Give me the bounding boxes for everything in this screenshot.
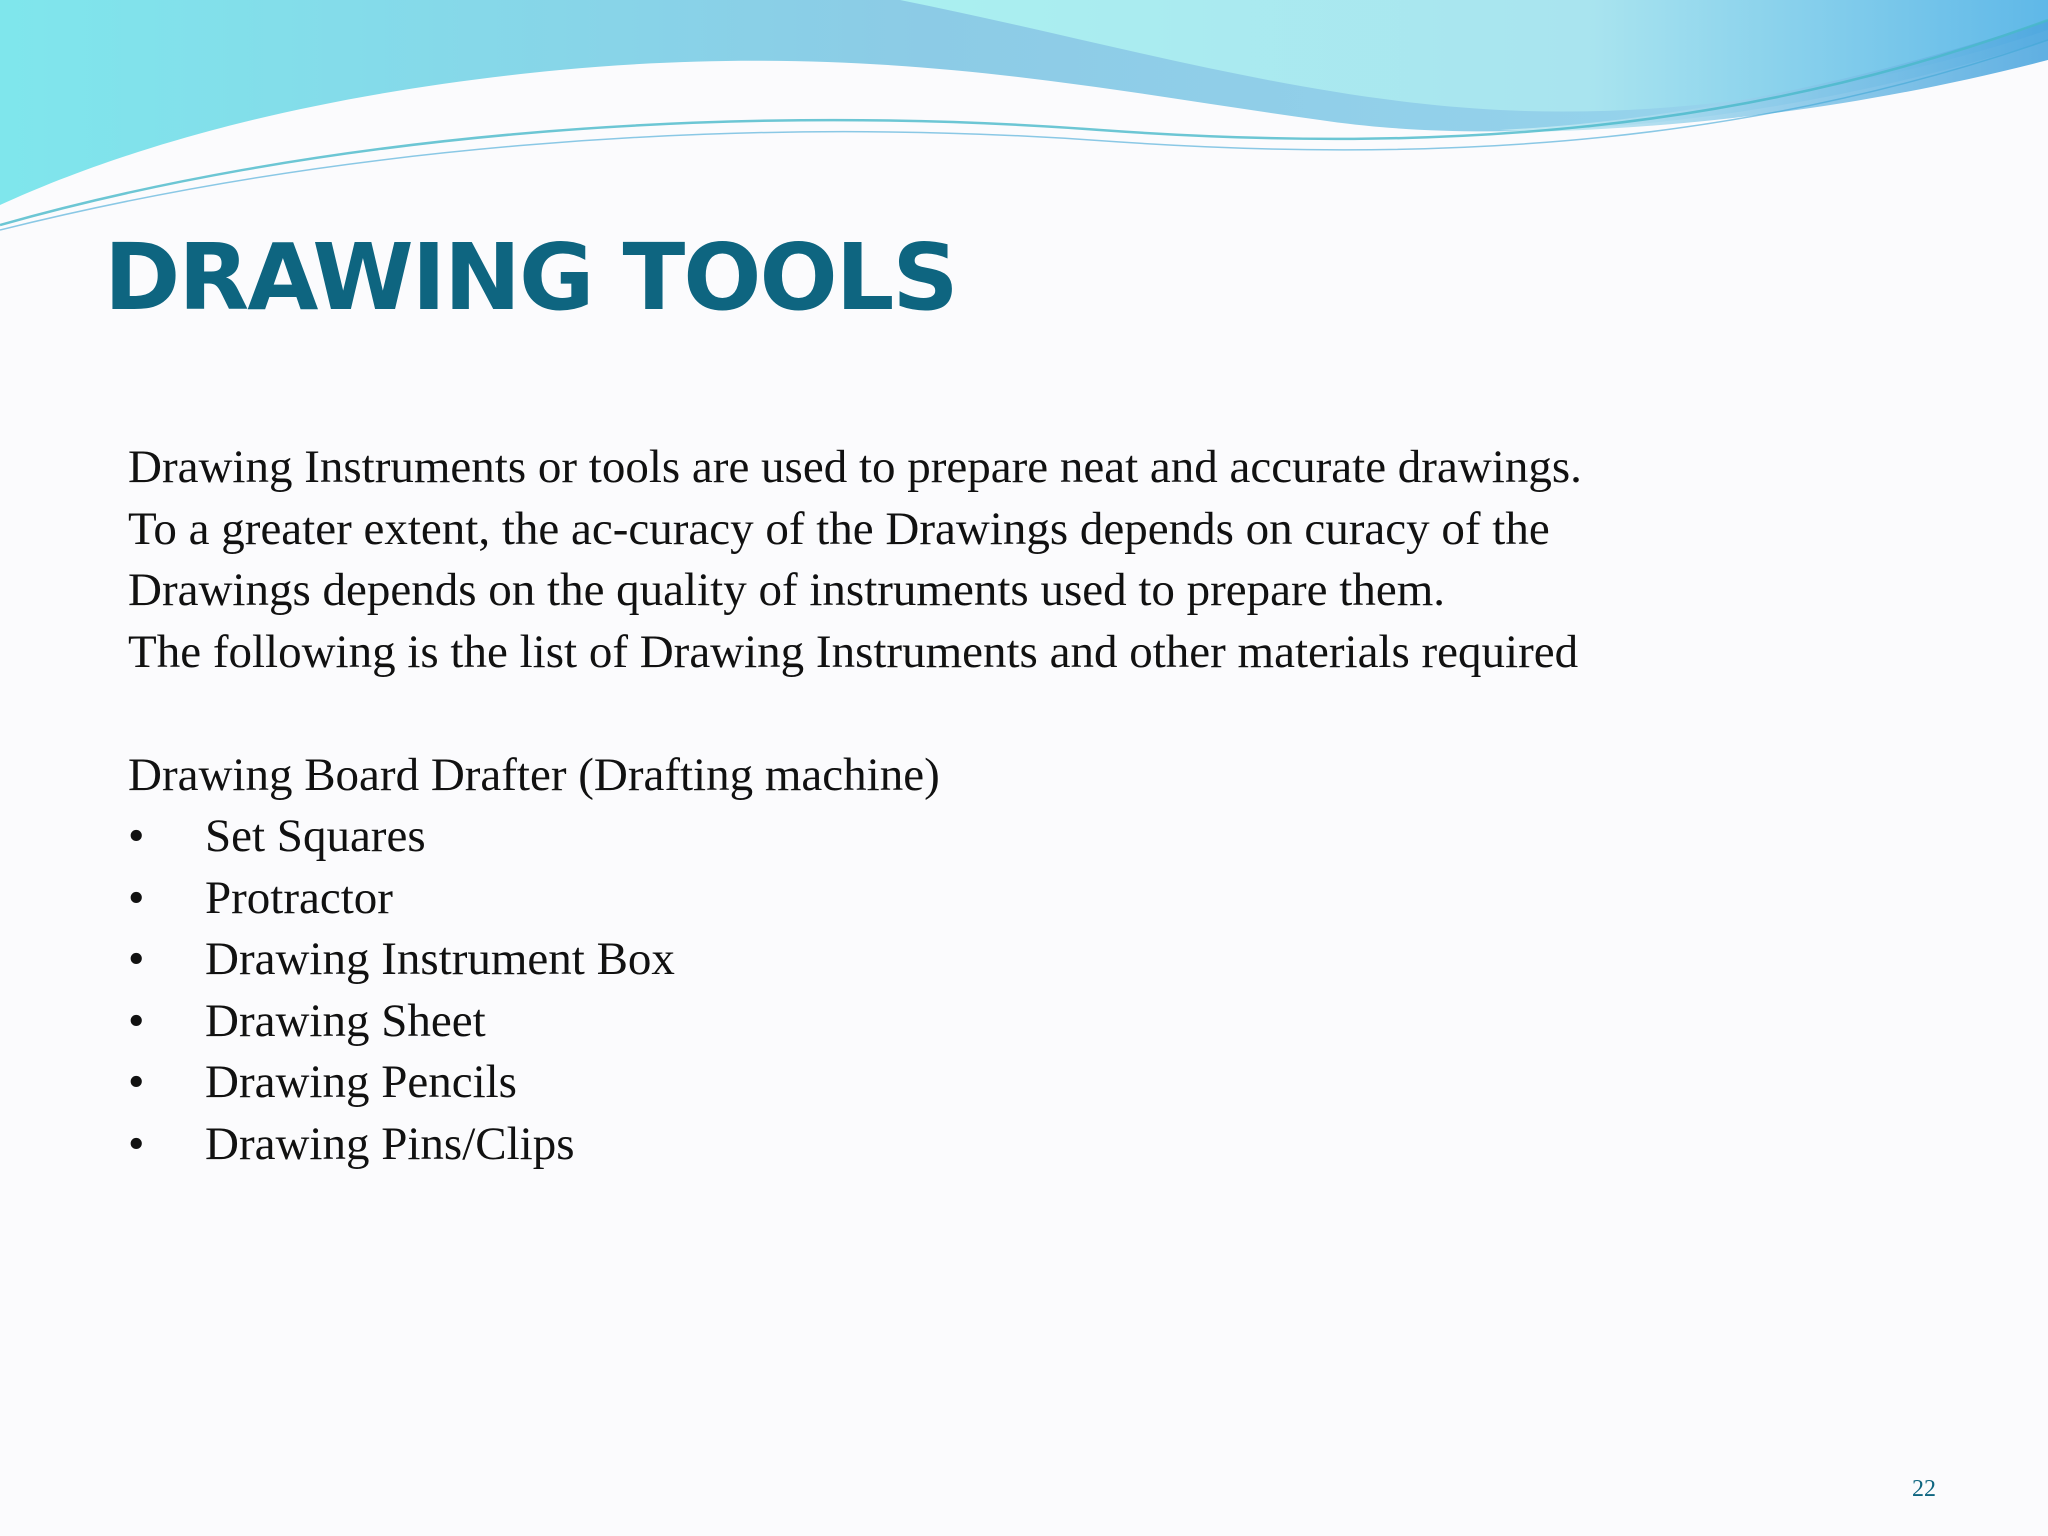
bullet-icon: • xyxy=(128,1117,145,1170)
list-item xyxy=(128,868,2008,930)
paragraph-line: Drawings depends on the quality of instruments used to prepare them. xyxy=(128,564,1446,616)
list-item-text: Set Squares xyxy=(205,810,426,862)
list-item-text: Drawing Instrument Box xyxy=(205,933,675,985)
header-wave-decoration xyxy=(0,0,2048,240)
slide-title: DRAWING TOOLS xyxy=(104,224,957,331)
list-item xyxy=(128,1052,2008,1114)
list-item xyxy=(128,929,2008,991)
paragraph-line: To a greater extent, the ac-curacy of the Drawings depends on curacy of the xyxy=(128,502,1550,555)
bullet-icon: • xyxy=(128,994,145,1047)
list-item-text: Drawing Sheet xyxy=(205,994,486,1047)
bullet-icon: • xyxy=(128,1056,145,1108)
list-intro: Drawing Board Drafter (Drafting machine) xyxy=(128,748,940,801)
tools-list xyxy=(128,806,2008,1175)
paragraph-line: The following is the list of Drawing Instruments and other materials required xyxy=(128,625,1579,678)
list-item xyxy=(128,1114,2008,1176)
page-number: 22 xyxy=(1912,1476,1936,1502)
bullet-icon: • xyxy=(128,871,145,924)
bullet-icon: • xyxy=(128,933,145,985)
bullet-icon: • xyxy=(128,810,145,862)
list-item xyxy=(128,806,2008,868)
list-item-text: Drawing Pencils xyxy=(205,1056,517,1108)
list-item-text: Drawing Pins/Clips xyxy=(205,1117,575,1170)
slide-body xyxy=(128,437,2008,1175)
list-item xyxy=(128,991,2008,1053)
paragraph-line: Drawing Instruments or tools are used to prepare neat and accurate drawings. xyxy=(128,441,1582,493)
blank-line xyxy=(128,683,2008,745)
list-item-text: Protractor xyxy=(205,871,393,924)
